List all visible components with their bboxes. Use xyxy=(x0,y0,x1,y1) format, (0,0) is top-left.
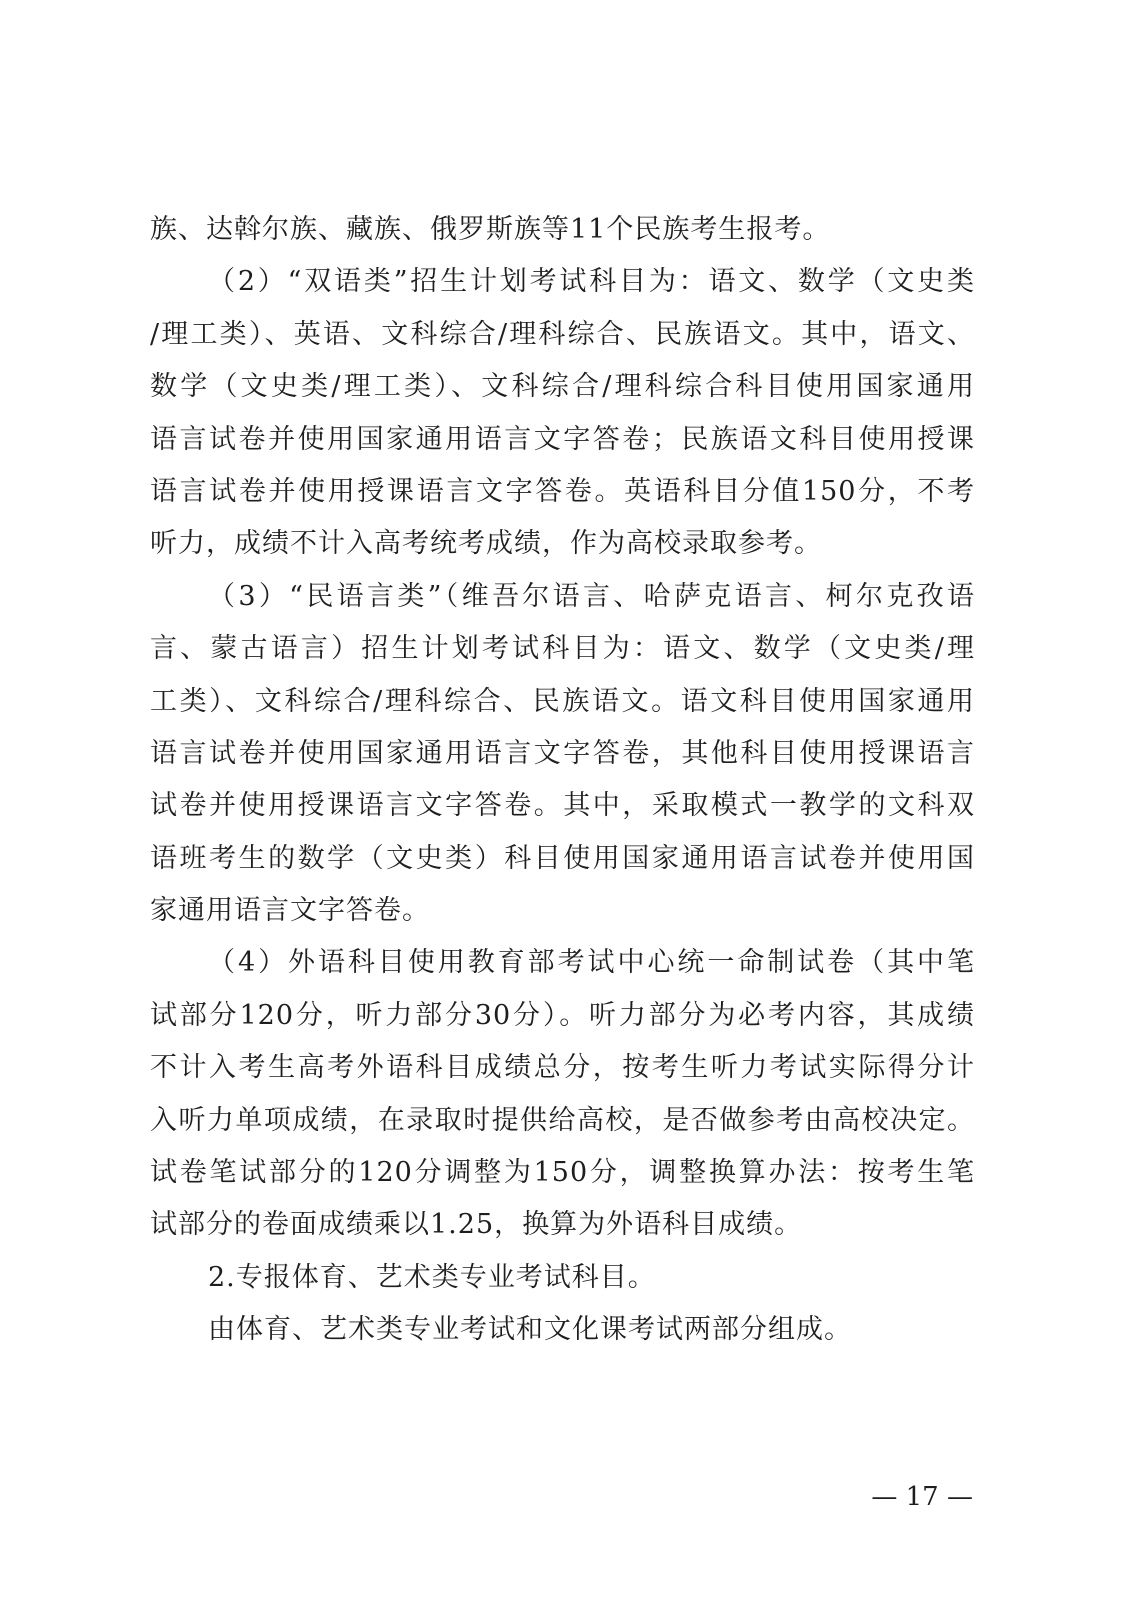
text-line: （3）“民语言类”（维吾尔语言、哈萨克语言、柯尔克孜语 xyxy=(208,580,975,612)
text-line: （2）“双语类”招生计划考试科目为：语文、数学（文史类 xyxy=(208,266,975,298)
text-line: 语言试卷并使用国家通用语言文字答卷，其他科目使用授课语言 xyxy=(150,737,975,769)
text-line: 试卷并使用授课语言文字答卷。其中，采取模式一教学的文科双 xyxy=(150,790,975,822)
text-line: 数学（文史类/理工类）、文科综合/理科综合科目使用国家通用 xyxy=(150,371,975,403)
text-line: 试卷笔试部分的120分调整为150分，调整换算办法：按考生笔 xyxy=(150,1157,975,1189)
text-line: 入听力单项成绩，在录取时提供给高校，是否做参考由高校决定。 xyxy=(150,1104,975,1136)
text-line: 工类）、文科综合/理科综合、民族语文。语文科目使用国家通用 xyxy=(150,685,975,717)
text-line: 不计入考生高考外语科目成绩总分，按考生听力考试实际得分计 xyxy=(150,1052,975,1084)
text-line: 言、蒙古语言）招生计划考试科目为：语文、数学（文史类/理 xyxy=(150,633,975,665)
text-line: 听力，成绩不计入高考统考成绩，作为高校录取参考。 xyxy=(150,528,822,560)
text-line: 语言试卷并使用国家通用语言文字答卷；民族语文科目使用授课 xyxy=(150,423,975,455)
text-line: 2.专报体育、艺术类专业考试科目。 xyxy=(208,1261,656,1293)
text-line: 语班考生的数学（文史类）科目使用国家通用语言试卷并使用国 xyxy=(150,842,975,874)
page-number: — 17 — xyxy=(871,1482,973,1512)
text-line: 家通用语言文字答卷。 xyxy=(150,895,430,927)
text-line: 试部分的卷面成绩乘以1.25，换算为外语科目成绩。 xyxy=(150,1209,803,1241)
text-line: （4）外语科目使用教育部考试中心统一命制试卷（其中笔 xyxy=(208,947,975,979)
text-line: 族、达斡尔族、藏族、俄罗斯族等11个民族考生报考。 xyxy=(150,214,831,245)
text-line: 由体育、艺术类专业考试和文化课考试两部分组成。 xyxy=(208,1314,852,1346)
text-line: /理工类）、英语、文科综合/理科综合、民族语文。其中，语文、 xyxy=(150,318,975,350)
text-line: 试部分120分，听力部分30分）。听力部分为必考内容，其成绩 xyxy=(150,999,975,1031)
body-text xyxy=(150,204,975,1357)
text-line: 语言试卷并使用授课语言文字答卷。英语科目分值150分，不考 xyxy=(150,475,975,507)
